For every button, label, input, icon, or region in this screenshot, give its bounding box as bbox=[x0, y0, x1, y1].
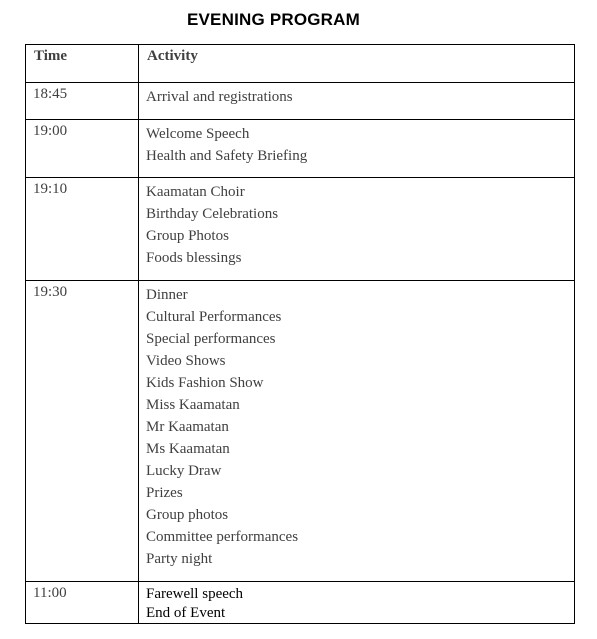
activity-item: Welcome Speech bbox=[146, 126, 250, 142]
activity-item: Arrival and registrations bbox=[146, 89, 293, 105]
time-cell: 11:00 bbox=[26, 582, 139, 624]
activity-item: Cultural Performances bbox=[146, 309, 282, 325]
page-title: EVENING PROGRAM bbox=[186, 10, 361, 29]
activity-item: Group Photos bbox=[146, 228, 229, 244]
activity-item: Video Shows bbox=[146, 353, 226, 369]
activity-item: Kids Fashion Show bbox=[146, 375, 264, 391]
time-cell: 18:45 bbox=[26, 83, 139, 120]
table-row bbox=[26, 120, 575, 178]
activity-item: Party night bbox=[146, 551, 213, 567]
activity-item: Special performances bbox=[146, 331, 276, 347]
time-cell: 19:00 bbox=[26, 120, 139, 178]
activity-cell bbox=[139, 281, 575, 582]
activity-cell bbox=[139, 120, 575, 178]
table-header-row bbox=[26, 45, 575, 83]
activity-item: Kaamatan Choir bbox=[146, 184, 245, 200]
activity-item: Farewell speech bbox=[146, 586, 244, 602]
table-row bbox=[26, 281, 575, 582]
activity-cell bbox=[139, 83, 575, 120]
program-table bbox=[25, 44, 575, 624]
table-row bbox=[26, 582, 575, 624]
activity-item: Miss Kaamatan bbox=[146, 397, 240, 413]
activity-item: Dinner bbox=[146, 287, 188, 303]
time-column-header: Time bbox=[26, 45, 139, 83]
time-cell: 19:10 bbox=[26, 178, 139, 281]
table-row bbox=[26, 83, 575, 120]
activity-item: Birthday Celebrations bbox=[146, 206, 279, 222]
activity-item: Mr Kaamatan bbox=[146, 419, 229, 435]
activity-item: Committee performances bbox=[146, 529, 299, 545]
activity-item: Group photos bbox=[146, 507, 229, 523]
activity-cell bbox=[139, 582, 575, 624]
table-row bbox=[26, 178, 575, 281]
activity-item: Ms Kaamatan bbox=[146, 441, 230, 457]
activity-item: Foods blessings bbox=[146, 250, 242, 266]
activity-item: Prizes bbox=[146, 485, 183, 501]
activity-column-header: Activity bbox=[139, 45, 575, 83]
activity-item: Lucky Draw bbox=[146, 463, 222, 479]
activity-item: Health and Safety Briefing bbox=[146, 148, 308, 164]
activity-cell bbox=[139, 178, 575, 281]
time-cell: 19:30 bbox=[26, 281, 139, 582]
activity-item: End of Event bbox=[146, 605, 226, 621]
